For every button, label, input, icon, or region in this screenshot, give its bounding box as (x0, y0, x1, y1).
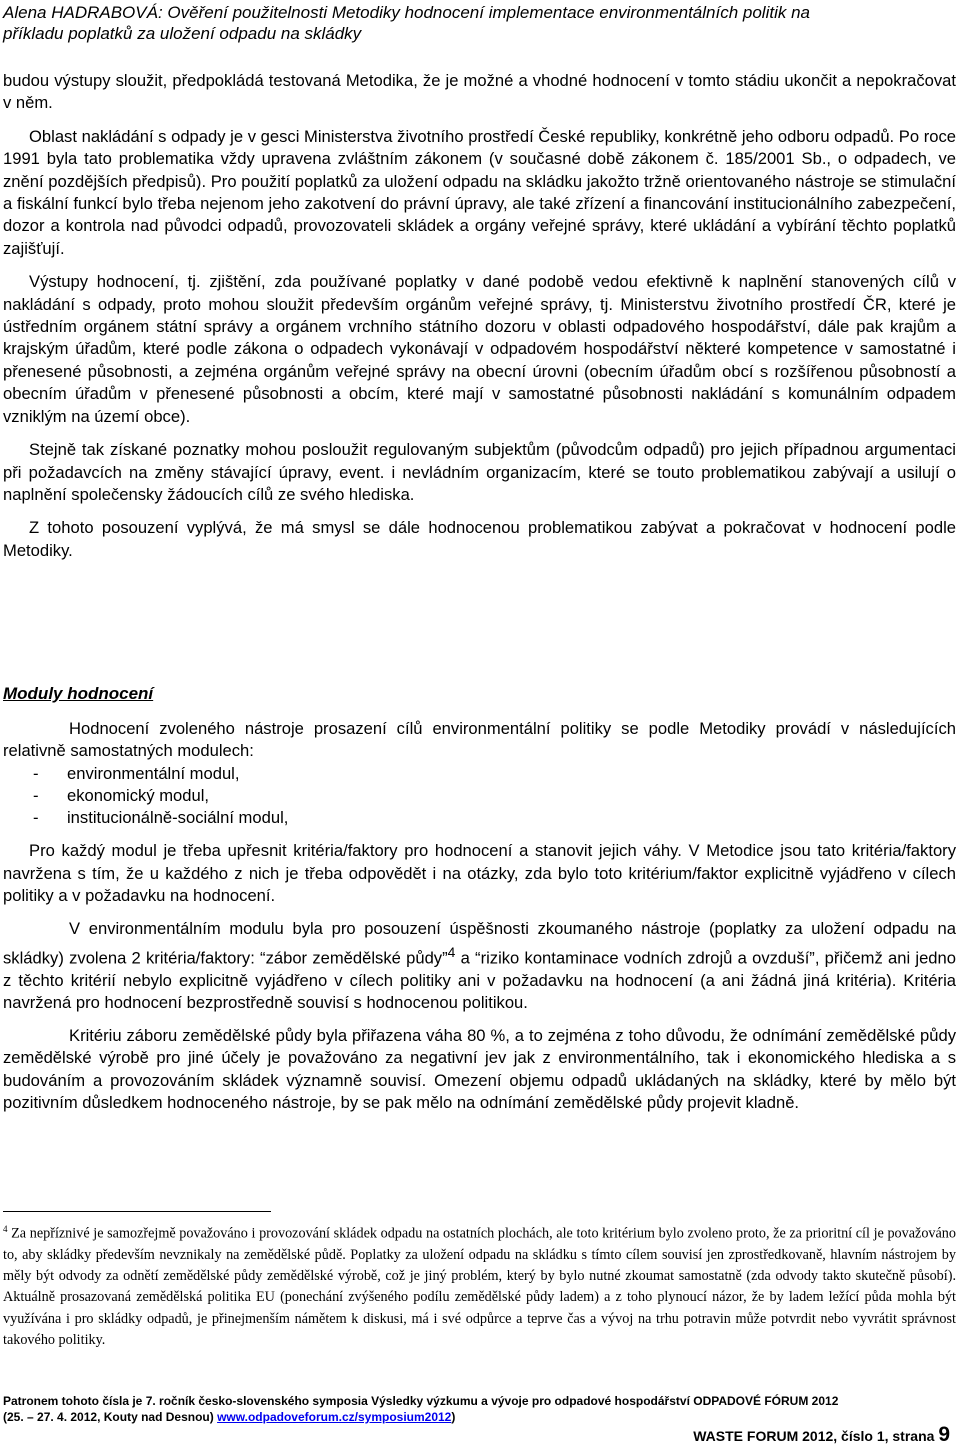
header-line-1: Alena HADRABOVÁ: Ověření použitelnosti Metodiky hodnocení implementace environmentálních politik na (3, 3, 810, 22)
list-item (3, 807, 956, 829)
footnote-mark: 4 (3, 1224, 8, 1234)
paragraph-criteria: Pro každý modul je třeba upřesnit kritéria/faktory pro hodnocení a stanovit jejich váhy. V Metodice jsou tato kritéria/faktory navržena s tím, že u každého z nich je třeba odpovědět i na otázky, zda bylo toto kritérium/faktor explicitně vyjádřeno v cílech politiky a v požadavku na hodnocení. (3, 841, 956, 906)
header-line-2: příkladu poplatků za uložení odpadu na skládky (3, 24, 362, 43)
list-item (3, 785, 956, 807)
module-list (3, 763, 956, 830)
journal-info (693, 1423, 950, 1446)
section-intro: Hodnocení zvoleného nástroje prosazení cílů environmentální politiky se podle Metodiky provádí v následujících relativně samostatných modulech: (3, 719, 956, 761)
paragraph-4: Stejně tak získané poznatky mohou posloužit regulovaným subjektům (původcům odpadů) pro jejich případnou argumentaci při požadavcích na změny stávající úpravy, event. i nevládním organizacím, které se touto problematikou zabývají a usilují o naplnění společensky žádoucích cílů ze svého hlediska. (3, 440, 956, 504)
footer-paren: ) (451, 1410, 456, 1424)
footnote-text: Za nepříznivé je samozřejmě považováno i provozování skládek odpadu na ostatních plochách, ale toto kritérium bylo zvoleno proto, že za prioritní cíl je považováno to, aby skládky především nevznikaly na zemědělské půdě. Poplatky za uložení odpadu na skládku s tímto cílem souvisí jen zprostředkovaně, hlavním nástrojem by měly být odvody za odnětí zemědělské půdy zemědělské výrobě, což je jiný problém, který by bylo nutné zkoumat samostatně (zda odvody takto skutečně působí). Aktuálně prosazovaná zemědělská politika EU (ponechání zvýšeného podílu zemědělské půdy ladem) a z toho plynoucí názor, že by ladem ležící půda mohla být využívána i pro skládky odpadů, je přinejmenším námětem k diskusi, má i své odpůrce a teprve čas a vývoj na trhu potravin může potvrdit nebo vyvrátit správnost takového politiky. (3, 1225, 956, 1348)
body-text (3, 70, 956, 562)
list-item-text: institucionálně-sociální modul, (67, 808, 289, 828)
list-item-text: ekonomický modul, (67, 785, 210, 805)
footnote-reference[interactable]: 4 (447, 943, 456, 960)
paragraph-environmental-part-2: a “riziko kontaminace vodních zdrojů a ovzduší”, přičemž ani jedno z těchto kritérií nebylo explicitně vyjádřeno v cílech politiky ani v požadavku na hodnocení (a ani žádná jiná kritéria). Kritéria navržená pro hodnocení bezprostředně souvisí s hodnocenou politikou. (3, 948, 956, 1012)
paragraph-environmental (3, 918, 956, 1014)
journal-label: WASTE FORUM 2012, číslo 1, strana (693, 1428, 939, 1444)
footer-dates: (25. – 27. 4. 2012, Kouty nad Desnou) (3, 1410, 218, 1424)
list-item (3, 763, 956, 785)
footnote-separator (3, 1211, 271, 1212)
paragraph-2: Oblast nakládání s odpady je v gesci Ministerstva životního prostředí České republiky, konkrétně jeho odboru odpadů. Po roce 1991 byla tato problematika vždy upravena zvláštním zákonem (v současné době zákonem č. 185/2001 Sb., o odpadech, ve znění pozdějších předpisů). Pro použití poplatků za uložení odpadu na skládku jakožto tržně orientovaného nástroje se stimulační a fiskální funkcí bylo třeba nejenom jeho zakotvení do právní úpravy, ale také zřízení a financování institucionálního zabezpečení, dozor a kontrola nad původci odpadů, provozovateli skládek a orgány veřejné správy, které ukládání a vybírání těchto poplatků zajišťují. (3, 126, 956, 258)
section-body (3, 718, 956, 1114)
footer-link[interactable]: www.odpadoveforum.cz/symposium2012 (217, 1410, 452, 1424)
list-dash: - (33, 808, 39, 828)
paragraph-weight: Kritériu záboru zemědělské půdy byla přiřazena váha 80 %, a to zejména z toho důvodu, že odnímání zemědělské půdy zemědělské výrobě pro jiné účely je považováno za negativní jev jak z environmentálního, tak i ekonomického hlediska a s budováním a provozováním skládek významně souvisí. Omezení objemu odpadů ukládaných na skládky, které by mělo být pozitivním důsledkem hodnoceného nástroje, by se pak mělo na odnímání zemědělské půdy projevit kladně. (3, 1026, 956, 1112)
paragraph-5: Z tohoto posouzení vyplývá, že má smysl se dále hodnocenou problematikou zabývat a pokračovat v hodnocení podle Metodiky. (3, 518, 956, 560)
section-heading: Moduly hodnocení (3, 684, 154, 703)
page-footer (3, 1393, 956, 1446)
footer-line-2 (3, 1409, 956, 1425)
running-header (3, 2, 953, 44)
footnote (3, 1219, 956, 1351)
paragraph-1: budou výstupy sloužit, předpokládá testovaná Metodika, že je možné a vhodné hodnocení v tomto stádiu ukončit a nepokračovat v něm. (3, 71, 956, 113)
page-number: 9 (938, 1423, 950, 1446)
list-dash: - (33, 763, 39, 783)
paragraph-environmental-part-1: V environmentálním modulu byla pro posouzení úspěšnosti zkoumaného nástroje (poplatky za uložení odpadu na skládky) zvolena 2 kritéria/faktory: “zábor zemědělské půdy” (3, 919, 956, 968)
footer-line-1: Patronem tohoto čísla je 7. ročník česko-slovenského symposia Výsledky výzkumu a vývoje pro odpadové hospodářství ODPADOVÉ FÓRUM 2012 (3, 1394, 839, 1408)
list-dash: - (33, 785, 39, 805)
paragraph-3: Výstupy hodnocení, tj. zjištění, zda používané poplatky v dané podobě vedou efektivně k naplnění stanovených cílů v nakládání s odpady, proto mohou sloužit především orgánům veřejné správy, tj. Ministerstvu životního prostředí ČR, které je ústředním orgánem státní správy a orgánem vrchního státního dozoru v oblasti odpadového hospodářství, dále pak krajům a krajským úřadům, které podle zákona o odpadech vykonávají v odpadovém hospodářství některé kompetence v samostatné i přenesené působnosti, a zejména orgánům veřejné správy na obecní úrovni (obecním úřadům obcí s rozšířenou působností a obecním úřadům v přenesené působnosti a obcím, které mají v samostatné působnosti nakládání s komunálním odpadem vzniklým na území obce). (3, 272, 956, 426)
list-item-text: environmentální modul, (67, 763, 240, 783)
